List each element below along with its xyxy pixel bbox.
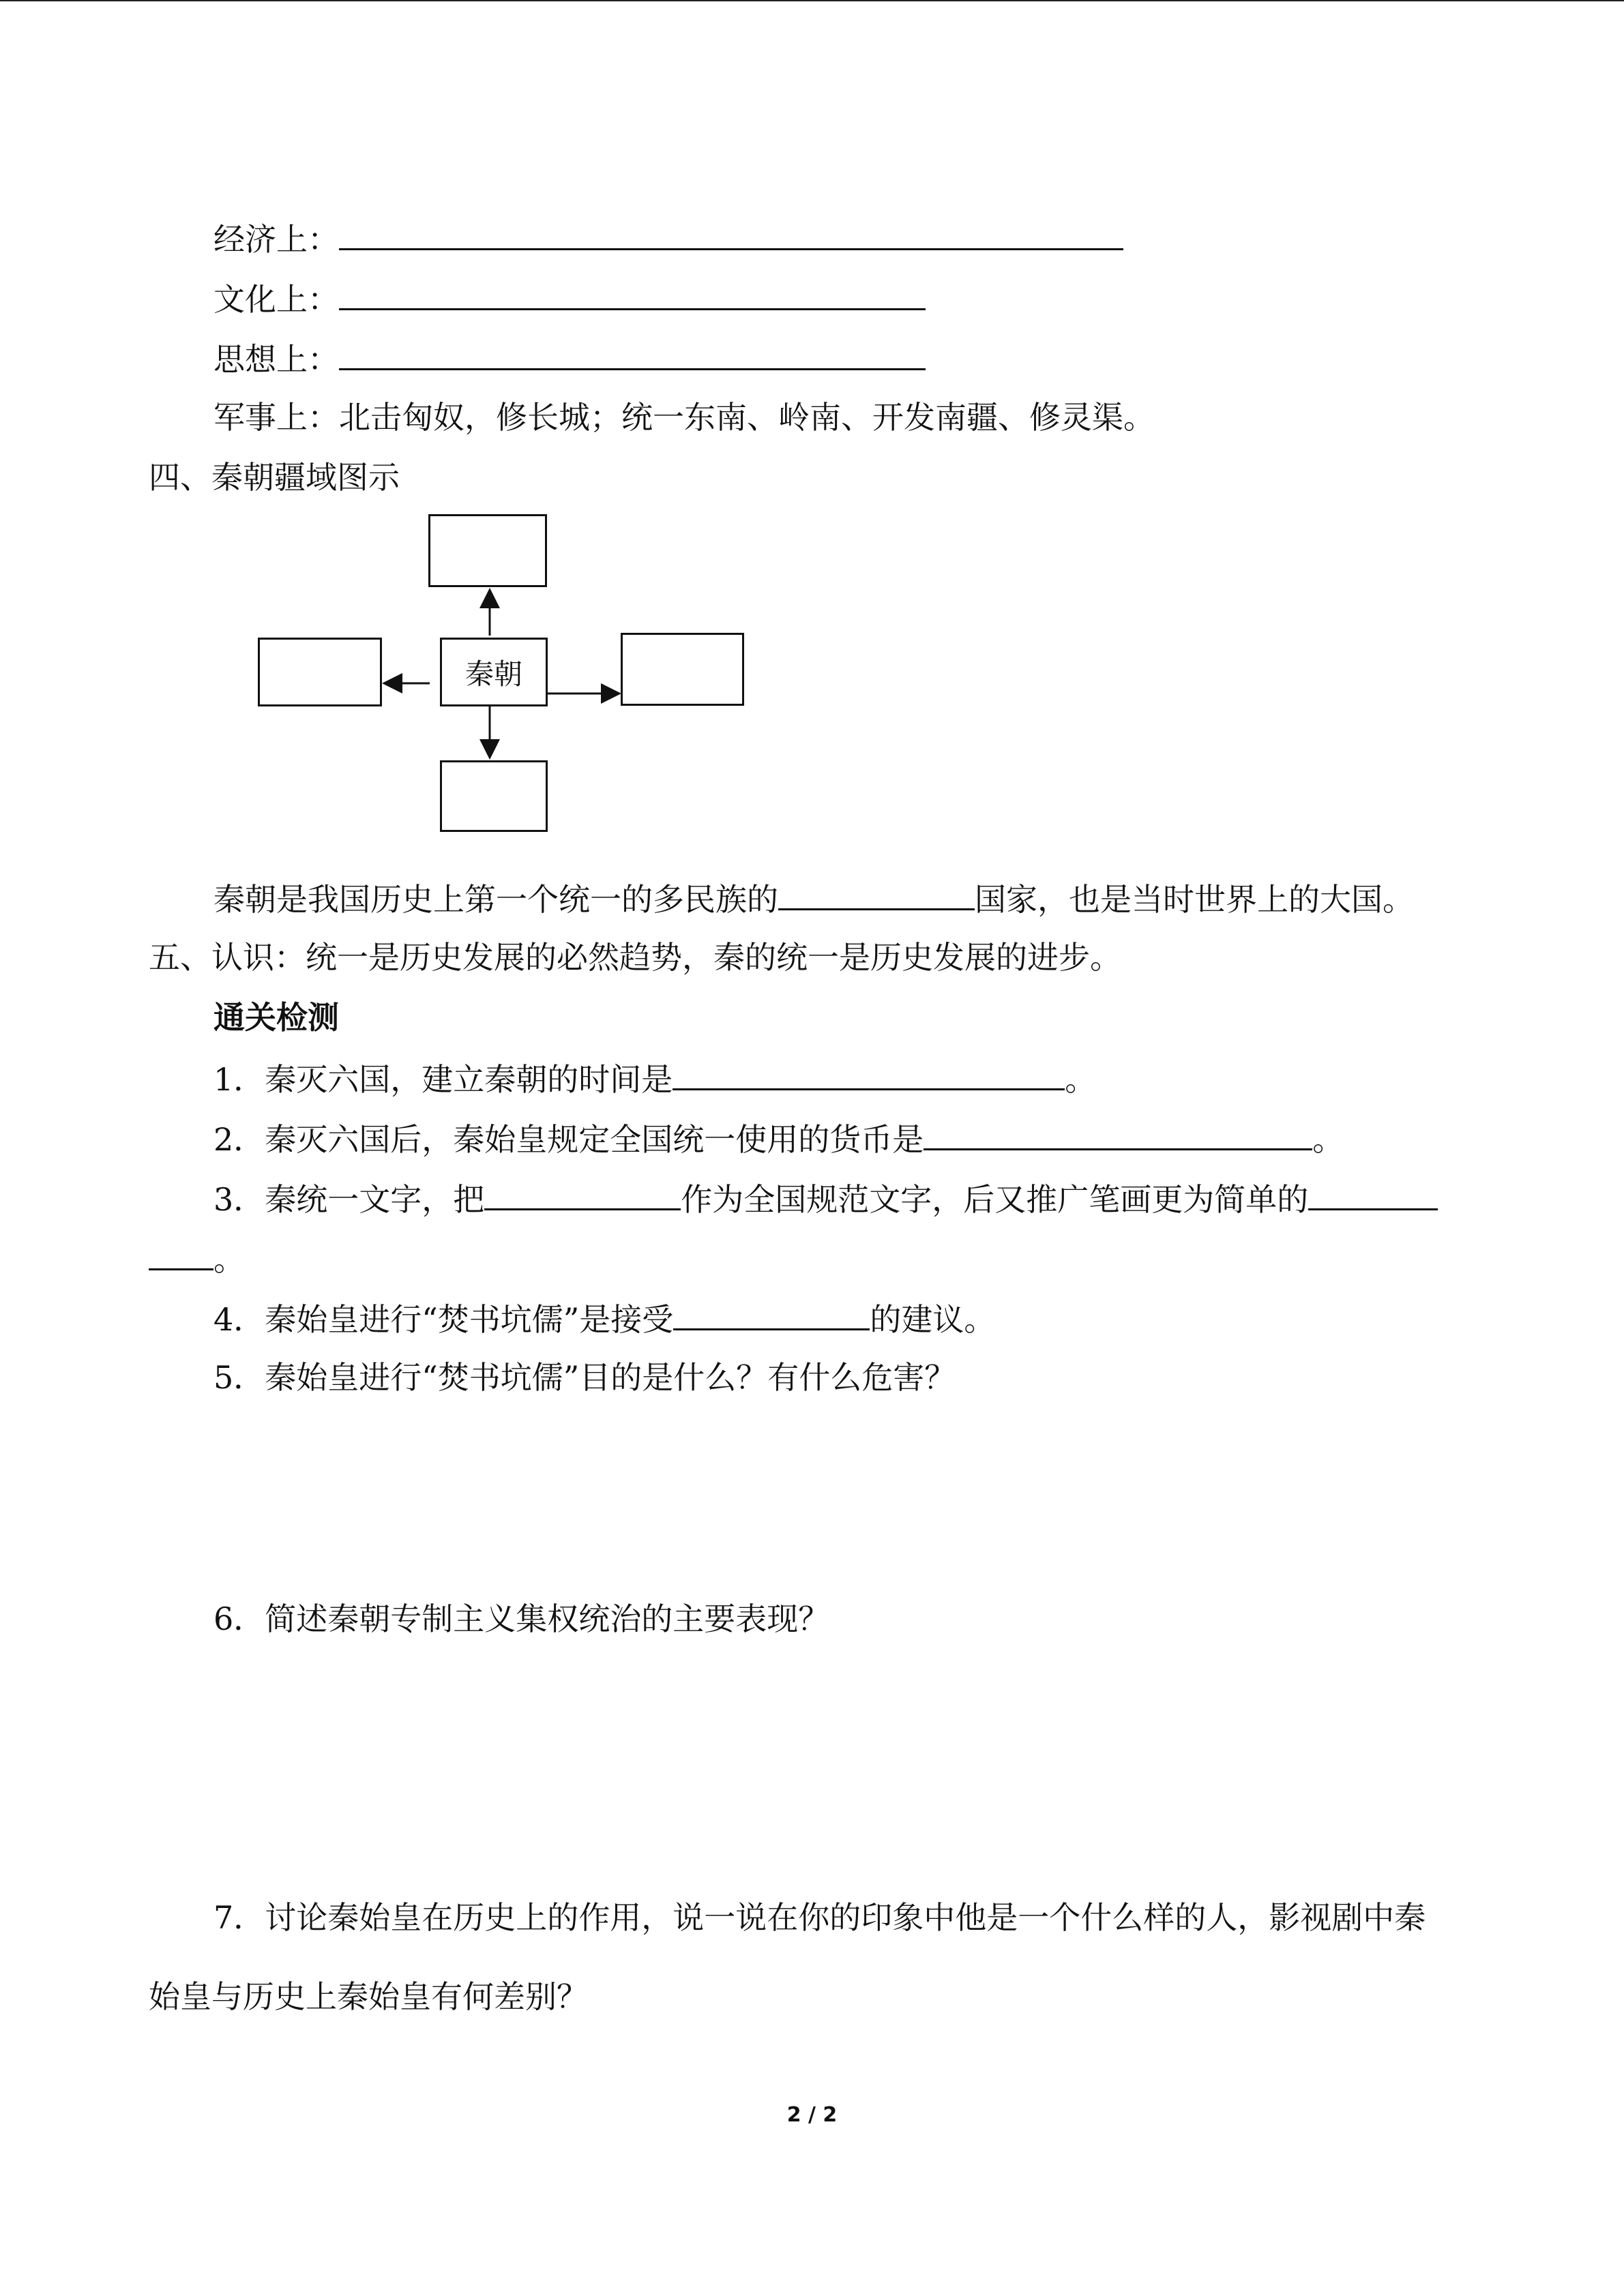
qin-center-label: 秦朝	[464, 657, 522, 691]
q3-text: 3．秦统一文字，把	[213, 1181, 485, 1218]
q2-end: 。	[1312, 1121, 1344, 1158]
question-3	[213, 1177, 1438, 1220]
q1-text: 1．秦灭六国，建立秦朝的时间是	[213, 1061, 673, 1098]
military-line: 军事上：北击匈奴，修长城；统一东南、岭南、开发南疆、修灵渠。	[213, 399, 1155, 436]
section4-heading: 四、秦朝疆域图示	[149, 459, 400, 496]
q2-blank[interactable]	[924, 1117, 1312, 1150]
question-5: 5．秦始皇进行“焚书坑儒”目的是什么？有什么危害？	[213, 1359, 956, 1396]
culture-label: 文化上：	[213, 281, 339, 318]
q3-blank-2-cont[interactable]	[149, 1237, 213, 1270]
page-number: 2 / 2	[786, 2103, 838, 2127]
q1-end: 。	[1065, 1061, 1097, 1098]
thought-label: 思想上：	[213, 341, 339, 378]
question-7-line-1: 7．讨论秦始皇在历史上的作用，说一说在你的印象中他是一个什么样的人，影视剧中秦	[213, 1899, 1426, 1936]
question-7-line-2: 始皇与历史上秦始皇有何差别？	[149, 1978, 588, 2015]
qin-statement-after: 国家，也是当时世界上的大国。	[975, 881, 1414, 918]
q1-blank[interactable]	[673, 1057, 1065, 1090]
qin-statement-before: 秦朝是我国历史上第一个统一的多民族的	[213, 881, 778, 918]
qin-statement	[213, 877, 1414, 920]
q4-blank[interactable]	[673, 1297, 870, 1330]
quiz-title: 通关检测	[213, 999, 339, 1036]
q2-text: 2．秦灭六国后，秦始皇规定全国统一使用的货币是	[213, 1121, 924, 1158]
q3-end: 。	[213, 1241, 245, 1278]
question-6: 6．简述秦朝专制主义集权统治的主要表现？	[213, 1600, 830, 1637]
q3-mid: 作为全国规范文字，后又推广笔画更为简单的	[681, 1181, 1309, 1218]
question-4	[213, 1297, 995, 1340]
question-1	[213, 1057, 1096, 1100]
question-3-continued	[149, 1237, 245, 1280]
qin-statement-blank[interactable]	[778, 877, 975, 910]
q4-text: 4．秦始皇进行“焚书坑儒”是接受	[213, 1301, 674, 1338]
q3-blank-1[interactable]	[484, 1177, 681, 1210]
economy-label: 经济上：	[213, 221, 339, 258]
section5-heading: 五、认识：统一是历史发展的必然趋势，秦的统一是历史发展的进步。	[149, 939, 1121, 976]
q3-blank-2[interactable]	[1308, 1177, 1438, 1210]
question-2	[213, 1117, 1344, 1160]
q4-end: 的建议。	[870, 1301, 996, 1338]
